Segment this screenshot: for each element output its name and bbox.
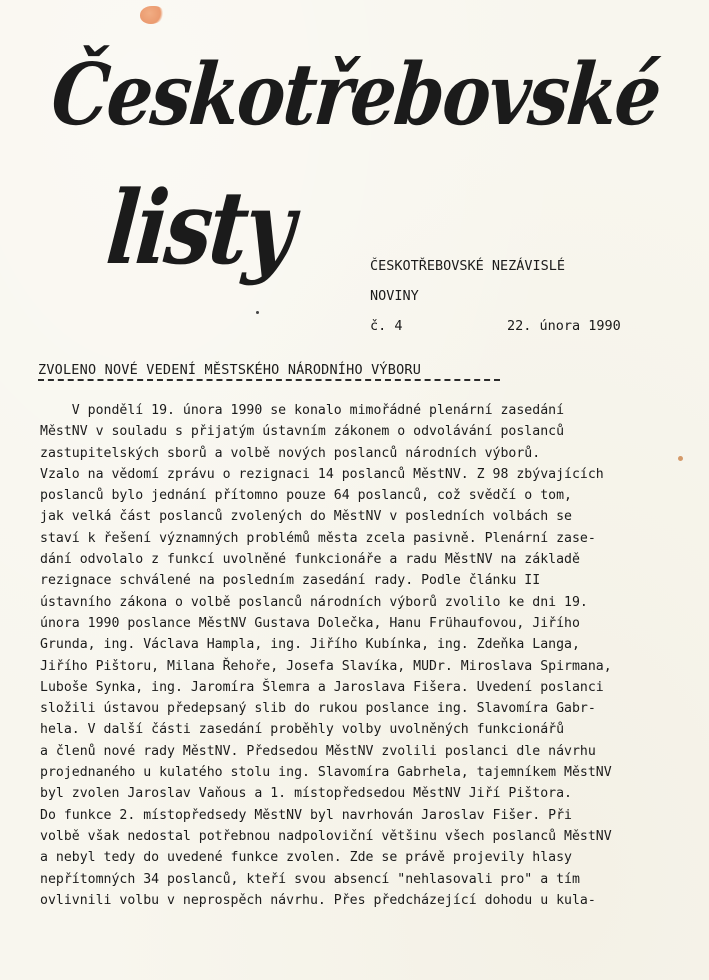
article-line: února 1990 poslance MěstNV Gustava Dolečka, Hanu Frühaufovou, Jiřího bbox=[40, 615, 580, 631]
article-line: Vzalo na vědomí zprávu o rezignaci 14 poslanců MěstNV. Z 98 zbývajících bbox=[40, 466, 604, 482]
article-line: ústavního zákona o volbě poslanců národních výborů zvolilo ke dni 19. bbox=[40, 594, 588, 610]
article-line: poslanců bylo jednání přítomno pouze 64 poslanců, což svědčí o tom, bbox=[40, 488, 572, 504]
article-line: rezignace schválené na posledním zasedání rady. Podle článku II bbox=[40, 573, 541, 589]
article-line: volbě však nedostal potřebnou nadpoloviční většinu všech poslanců MěstNV bbox=[40, 828, 612, 844]
issue-date: 22. února 1990 bbox=[507, 318, 621, 334]
article-line: MěstNV v souladu s přijatým ústavním zákonem o odvolávání poslanců bbox=[40, 424, 565, 440]
article-line: složili ústavou předepsaný slib do rukou poslance ing. Slavomíra Gabr- bbox=[40, 701, 596, 717]
article-line: hela. V další části zasedání proběhly volby uvolněných funkcionářů bbox=[40, 722, 565, 738]
article-line: ovlivnili volbu v neprospěch návrhu. Přes předcházející dohodu u kula- bbox=[40, 892, 596, 908]
article-line: byl zvolen Jaroslav Vaňous a 1. místopředsedou MěstNV Jiří Pištora. bbox=[40, 786, 572, 802]
article-line: V pondělí 19. února 1990 se konalo mimořádné plenární zasedání bbox=[40, 403, 565, 418]
masthead-title-line1: Českotřebovské bbox=[47, 43, 664, 145]
article-line: staví k řešení významných problémů města zcela pasivně. Plenární zase- bbox=[40, 530, 596, 546]
article-line: zastupitelských sborů a volbě nových poslanců národních výborů. bbox=[40, 445, 541, 461]
article-line: Luboše Synka, ing. Jaromíra Šlemra a Jaroslava Fišera. Uvedení poslanci bbox=[40, 679, 604, 695]
subtitle-line2: NOVINY bbox=[370, 288, 419, 304]
article-headline: ZVOLENO NOVÉ VEDENÍ MĚSTSKÉHO NÁRODNÍHO VÝBORU bbox=[38, 362, 422, 378]
article-line: jak velká část poslanců zvolených do MěstNV v posledních volbách se bbox=[40, 509, 572, 525]
paper-stain bbox=[140, 6, 164, 24]
issue-number: č. 4 bbox=[370, 318, 403, 334]
masthead-title-line2: listy bbox=[102, 168, 297, 288]
article-line: nepřítomných 34 poslanců, kteří svou absencí "nehlasovali pro" a tím bbox=[40, 871, 580, 887]
article-line: dání odvolalo z funkcí uvolněné funkcionáře a radu MěstNV na základě bbox=[40, 552, 580, 568]
article-body bbox=[40, 400, 695, 911]
article-line: Do funkce 2. místopředsedy MěstNV byl navrhován Jaroslav Fišer. Při bbox=[40, 807, 572, 823]
subtitle-line1: ČESKOTŘEBOVSKÉ NEZÁVISLÉ bbox=[370, 258, 566, 274]
article-line: Grunda, ing. Václava Hampla, ing. Jiřího Kubínka, ing. Zdeňka Langa, bbox=[40, 637, 580, 653]
article-line: a nebyl tedy do uvedené funkce zvolen. Zde se právě projevily hlasy bbox=[40, 850, 572, 866]
article-line: a členů nové rady MěstNV. Předsedou MěstNV zvolili poslanci dle návrhu bbox=[40, 743, 596, 759]
masthead bbox=[47, 43, 664, 322]
headline-underline bbox=[38, 379, 500, 381]
article-line: projednaného u kulatého stolu ing. Slavomíra Gabrhela, tajemníkem MěstNV bbox=[40, 765, 612, 781]
article-line: Jiřího Pištoru, Milana Řehoře, Josefa Slavíka, MUDr. Miroslava Spirmana, bbox=[40, 658, 612, 674]
